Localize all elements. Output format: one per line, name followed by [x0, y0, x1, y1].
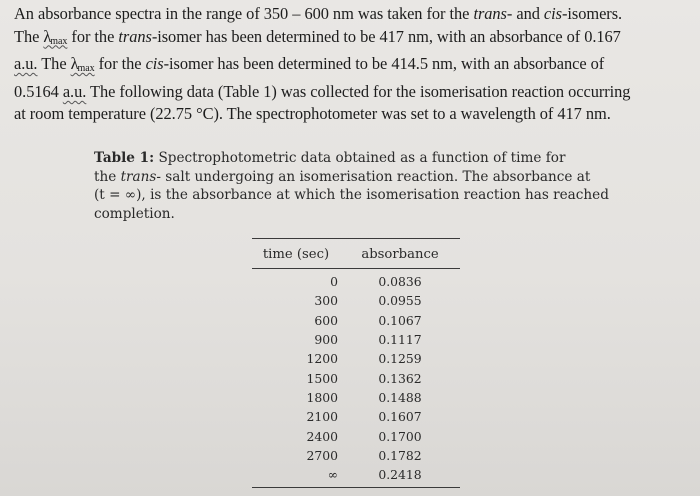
table-header-row — [252, 245, 460, 263]
intro-line-4 — [14, 81, 690, 104]
caption-line-4: completion. — [94, 205, 175, 222]
table-row — [252, 330, 460, 349]
table-caption — [94, 149, 622, 223]
cell-time: 2400 — [306, 428, 338, 444]
text: 0.5164 — [14, 81, 63, 101]
max-subscript: max — [50, 35, 68, 47]
caption-line-3: (t = ∞), is the absorbance at which the isomerisation reaction has reached — [94, 187, 609, 204]
text: for the — [94, 54, 146, 74]
text-italic: trans — [473, 4, 507, 23]
cell-time: 2700 — [306, 447, 338, 463]
cell-time: 2100 — [306, 409, 338, 425]
table-row — [252, 272, 460, 291]
cell-absorbance: 0.1488 — [378, 389, 422, 405]
table-body — [252, 272, 460, 484]
text: The following data (Table 1) was collected for the isomerisation reaction occurring — [86, 81, 631, 101]
cell-absorbance: 0.1700 — [378, 428, 422, 444]
lambda-glyph: λ — [43, 26, 52, 46]
intro-paragraph — [14, 3, 690, 126]
table-top-rule — [252, 238, 460, 239]
intro-line-5: at room temperature (22.75 °C). The spectrophotometer was set to a wavelength of 417 nm. — [14, 104, 611, 124]
text-italic: trans- — [120, 168, 161, 185]
cell-time: ∞ — [327, 467, 338, 483]
text: the — [94, 168, 121, 185]
cell-absorbance: 0.1067 — [378, 312, 422, 328]
intro-line-1 — [14, 3, 690, 26]
header-absorbance: absorbance — [361, 246, 439, 262]
cell-absorbance: 0.0836 — [378, 274, 422, 290]
cell-time: 1800 — [306, 389, 338, 405]
caption-line-2 — [94, 168, 622, 187]
text: -isomers. — [561, 4, 623, 23]
caption-line-1 — [94, 149, 622, 168]
header-time: time (sec) — [262, 246, 330, 262]
text-italic: cis — [543, 4, 562, 23]
table-row — [252, 446, 460, 465]
lambda-glyph: λ — [70, 54, 79, 74]
caption-label: Table 1: — [94, 150, 155, 166]
cell-time: 300 — [314, 293, 338, 309]
table-row — [252, 407, 460, 426]
text: salt undergoing an isomerisation reaction. The absorbance at — [160, 168, 591, 185]
text: The — [37, 54, 71, 74]
cell-absorbance: 0.1117 — [378, 332, 422, 348]
data-table — [252, 238, 460, 488]
cell-time: 600 — [314, 312, 338, 328]
text: for the — [67, 26, 119, 46]
cell-absorbance: 0.0955 — [378, 293, 422, 309]
cell-absorbance: 0.1607 — [378, 409, 422, 425]
table-row — [252, 368, 460, 387]
text: Spectrophotometric data obtained as a function of time for — [154, 150, 566, 166]
cell-absorbance: 0.1362 — [378, 370, 422, 386]
text-italic: cis — [145, 54, 164, 74]
text-italic: trans — [118, 26, 152, 46]
table-row — [252, 388, 460, 407]
table-bottom-rule — [252, 487, 460, 488]
text: The — [14, 26, 44, 46]
cell-absorbance: 0.1259 — [378, 351, 422, 367]
absorbance-unit: a.u. — [62, 81, 87, 101]
intro-line-2 — [14, 26, 690, 54]
table-row — [252, 465, 460, 484]
text: -isomer has been determined to be 417 nm, with an absorbance of 0.167 — [151, 26, 621, 46]
table-row — [252, 426, 460, 445]
absorbance-unit: a.u. — [14, 54, 38, 74]
text: - and — [506, 4, 544, 23]
cell-time: 900 — [314, 332, 338, 348]
table-row — [252, 349, 460, 368]
table-header-rule — [252, 268, 460, 269]
table-row — [252, 311, 460, 330]
cell-absorbance: 0.1782 — [378, 447, 422, 463]
lambda-max-symbol — [71, 53, 95, 81]
text: An absorbance spectra in the range of 350 – 600 nm was taken for the — [14, 4, 474, 23]
lambda-max-symbol — [43, 26, 67, 54]
text: -isomer has been determined to be 414.5 nm, with an absorbance of — [163, 54, 605, 74]
cell-absorbance: 0.2418 — [378, 467, 422, 483]
cell-time: 0 — [330, 274, 338, 290]
cell-time: 1200 — [306, 351, 338, 367]
table-row — [252, 291, 460, 310]
max-subscript: max — [77, 63, 95, 75]
cell-time: 1500 — [306, 370, 338, 386]
intro-line-3 — [14, 53, 690, 81]
